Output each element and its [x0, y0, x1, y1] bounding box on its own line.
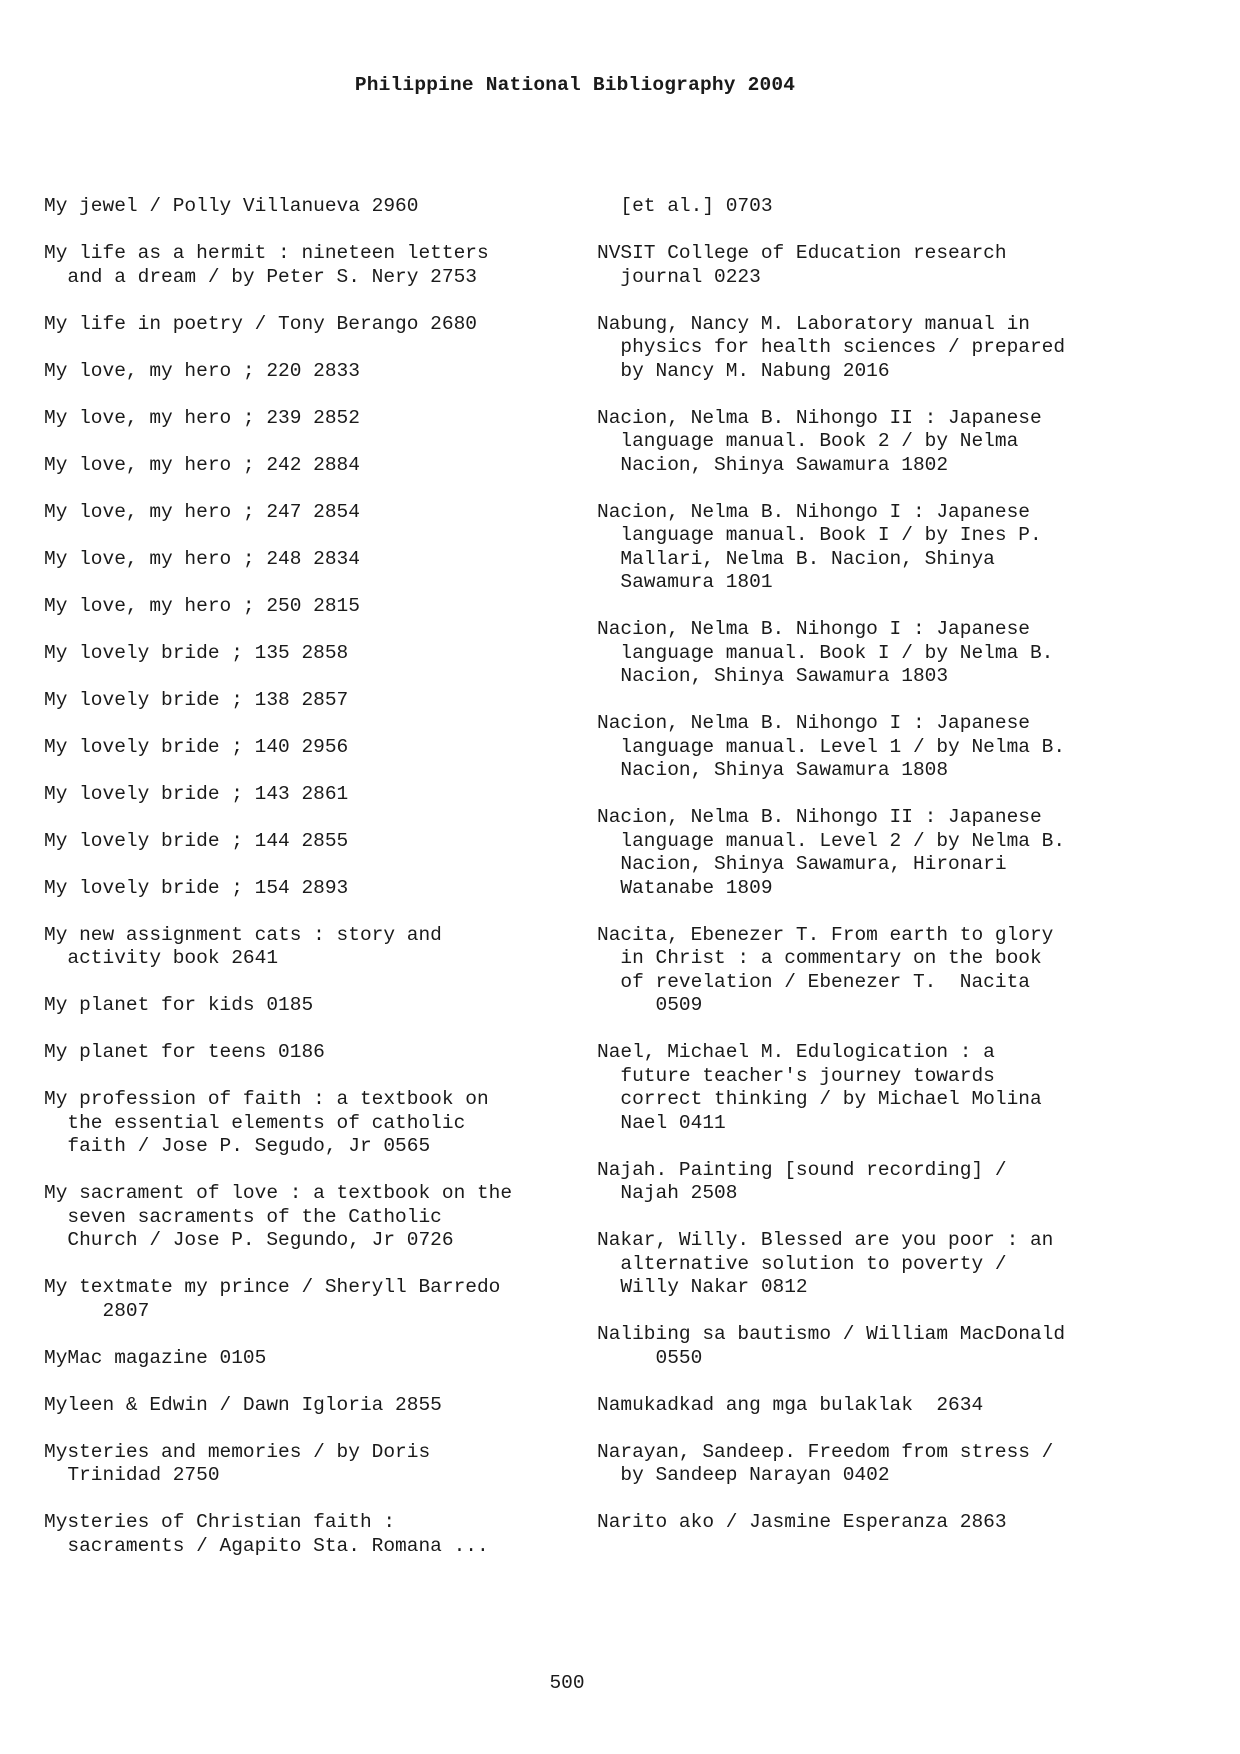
entry-line: Nacita, Ebenezer T. From earth to glory	[597, 923, 1054, 946]
bibliography-entry	[597, 806, 1157, 900]
bibliography-entry	[44, 548, 584, 572]
entry-line: language manual. Level 1 / by Nelma B.	[597, 735, 1066, 758]
bibliography-entry	[44, 1511, 584, 1558]
entry-line: Nacion, Nelma B. Nihongo I : Japanese	[597, 712, 1030, 734]
entry-line: Mysteries and memories / by Doris	[44, 1440, 431, 1463]
entry-line: Myleen & Edwin / Dawn Igloria 2855	[44, 1393, 442, 1416]
entry-line: Narayan, Sandeep. Freedom from stress /	[597, 1440, 1054, 1463]
entry-line: 0550	[597, 1346, 703, 1369]
entry-line: language manual. Level 2 / by Nelma B.	[597, 829, 1066, 852]
entry-line: seven sacraments of the Catholic	[44, 1205, 442, 1228]
left-column	[44, 195, 584, 1582]
bibliography-entry	[44, 924, 584, 971]
bibliography-entry	[44, 830, 584, 854]
entry-line: physics for health sciences / prepared	[597, 336, 1066, 358]
bibliography-entry	[597, 501, 1157, 595]
entry-line: Nacion, Shinya Sawamura 1802	[597, 453, 949, 476]
entry-line: My lovely bride ; 140 2956	[44, 735, 349, 758]
entry-line: My profession of faith : a textbook on	[44, 1088, 489, 1110]
bibliography-entry	[44, 783, 584, 807]
page-title: Philippine National Bibliography 2004	[354, 74, 796, 96]
bibliography-entry	[597, 712, 1157, 783]
entry-line: journal 0223	[597, 265, 761, 288]
bibliography-entry	[44, 736, 584, 760]
entry-line: My lovely bride ; 135 2858	[44, 641, 349, 664]
entry-line: My planet for kids 0185	[44, 994, 314, 1016]
bibliography-entry	[44, 877, 584, 901]
bibliography-entry	[44, 360, 584, 384]
entry-line: faith / Jose P. Segudo, Jr 0565	[44, 1135, 431, 1157]
bibliography-entry	[44, 1088, 584, 1159]
bibliography-entry	[44, 242, 584, 289]
bibliography-entry	[597, 1041, 1157, 1135]
entry-line: Namukadkad ang mga bulaklak 2634	[597, 1393, 984, 1416]
entry-line: by Sandeep Narayan 0402	[597, 1464, 890, 1486]
entry-line: language manual. Book 2 / by Nelma	[597, 430, 1019, 452]
entry-line: Nael 0411	[597, 1111, 726, 1134]
bibliography-entry	[597, 1159, 1157, 1206]
entry-line: language manual. Book I / by Nelma B.	[597, 641, 1054, 664]
entry-line: My love, my hero ; 239 2852	[44, 406, 360, 429]
bibliography-entry	[597, 1394, 1157, 1418]
entry-line: Nacion, Shinya Sawamura 1803	[597, 665, 949, 687]
bibliography-entry	[44, 454, 584, 478]
entry-line: My love, my hero ; 247 2854	[44, 500, 360, 523]
bibliography-entry	[44, 1041, 584, 1065]
entry-line: My lovely bride ; 144 2855	[44, 829, 349, 852]
entry-line: MyMac magazine 0105	[44, 1346, 267, 1369]
entry-line: My lovely bride ; 154 2893	[44, 876, 349, 899]
entry-line: Nacion, Shinya Sawamura, Hironari	[597, 853, 1007, 875]
entry-line: My life as a hermit : nineteen letters	[44, 242, 489, 264]
entry-line: Church / Jose P. Segundo, Jr 0726	[44, 1229, 454, 1251]
bibliography-entry	[597, 407, 1157, 478]
entry-line: Nacion, Nelma B. Nihongo II : Japanese	[597, 406, 1042, 429]
entry-line: 0509	[597, 994, 703, 1016]
entry-line: Nabung, Nancy M. Laboratory manual in	[597, 312, 1030, 335]
right-column	[597, 195, 1157, 1558]
entry-line: 2807	[44, 1299, 150, 1322]
entry-line: Sawamura 1801	[597, 571, 773, 593]
bibliography-entry	[44, 313, 584, 337]
entry-line: My lovely bride ; 143 2861	[44, 782, 349, 805]
entry-line: [et al.] 0703	[597, 195, 773, 217]
bibliography-entry	[597, 313, 1157, 384]
entry-line: My love, my hero ; 250 2815	[44, 594, 360, 617]
entry-line: My love, my hero ; 248 2834	[44, 547, 360, 570]
entry-line: the essential elements of catholic	[44, 1111, 466, 1134]
bibliography-entry	[44, 1276, 584, 1323]
bibliography-entry	[44, 195, 584, 219]
bibliography-entry	[597, 618, 1157, 689]
bibliography-entry	[44, 1182, 584, 1253]
bibliography-entry	[597, 195, 1157, 219]
entry-line: My love, my hero ; 220 2833	[44, 359, 360, 382]
bibliography-entry	[44, 595, 584, 619]
entry-line: My jewel / Polly Villanueva 2960	[44, 195, 419, 217]
entry-line: and a dream / by Peter S. Nery 2753	[44, 265, 477, 288]
entry-line: Nacion, Shinya Sawamura 1808	[597, 759, 949, 781]
entry-line: Nael, Michael M. Edulogication : a	[597, 1041, 995, 1063]
entry-line: Nacion, Nelma B. Nihongo I : Japanese	[597, 618, 1030, 640]
entry-line: My life in poetry / Tony Berango 2680	[44, 312, 477, 335]
entry-line: by Nancy M. Nabung 2016	[597, 359, 890, 382]
bibliography-entry	[597, 924, 1157, 1018]
entry-line: Najah 2508	[597, 1182, 738, 1204]
entry-line: My sacrament of love : a textbook on the	[44, 1182, 513, 1204]
bibliography-entry	[44, 407, 584, 431]
entry-line: alternative solution to poverty /	[597, 1252, 1007, 1275]
entry-line: Trinidad 2750	[44, 1464, 220, 1486]
bibliography-entry	[597, 242, 1157, 289]
entry-line: My new assignment cats : story and	[44, 923, 442, 946]
entry-line: My textmate my prince / Sheryll Barredo	[44, 1276, 501, 1298]
entry-line: language manual. Book I / by Ines P.	[597, 524, 1042, 546]
bibliography-entry	[44, 994, 584, 1018]
entry-line: My love, my hero ; 242 2884	[44, 453, 360, 476]
bibliography-entry	[44, 1441, 584, 1488]
bibliography-entry	[44, 501, 584, 525]
entry-line: Mysteries of Christian faith :	[44, 1511, 396, 1533]
bibliography-entry	[44, 689, 584, 713]
entry-line: My lovely bride ; 138 2857	[44, 688, 349, 711]
entry-line: Najah. Painting [sound recording] /	[597, 1158, 1007, 1181]
entry-line: correct thinking / by Michael Molina	[597, 1088, 1042, 1110]
bibliography-entry	[44, 1347, 584, 1371]
entry-line: Willy Nakar 0812	[597, 1276, 808, 1298]
bibliography-entry	[597, 1229, 1157, 1300]
entry-line: of revelation / Ebenezer T. Nacita	[597, 970, 1030, 993]
entry-line: in Christ : a commentary on the book	[597, 947, 1042, 969]
entry-line: Nakar, Willy. Blessed are you poor : an	[597, 1229, 1054, 1251]
bibliography-entry	[44, 642, 584, 666]
entry-line: Nalibing sa bautismo / William MacDonald	[597, 1323, 1066, 1345]
entry-line: Narito ako / Jasmine Esperanza 2863	[597, 1511, 1007, 1533]
bibliography-entry	[597, 1323, 1157, 1370]
entry-line: sacraments / Agapito Sta. Romana ...	[44, 1534, 489, 1557]
entry-line: NVSIT College of Education research	[597, 242, 1007, 264]
entry-line: Nacion, Nelma B. Nihongo I : Japanese	[597, 500, 1030, 523]
entry-line: My planet for teens 0186	[44, 1041, 325, 1063]
bibliography-entry	[44, 1394, 584, 1418]
page-number: 500	[549, 1672, 585, 1694]
entry-line: activity book 2641	[44, 947, 279, 969]
entry-line: Watanabe 1809	[597, 876, 773, 899]
entry-line: future teacher's journey towards	[597, 1064, 995, 1087]
bibliography-entry	[597, 1441, 1157, 1488]
bibliography-entry	[597, 1511, 1157, 1535]
entry-line: Mallari, Nelma B. Nacion, Shinya	[597, 547, 995, 570]
entry-line: Nacion, Nelma B. Nihongo II : Japanese	[597, 806, 1042, 828]
